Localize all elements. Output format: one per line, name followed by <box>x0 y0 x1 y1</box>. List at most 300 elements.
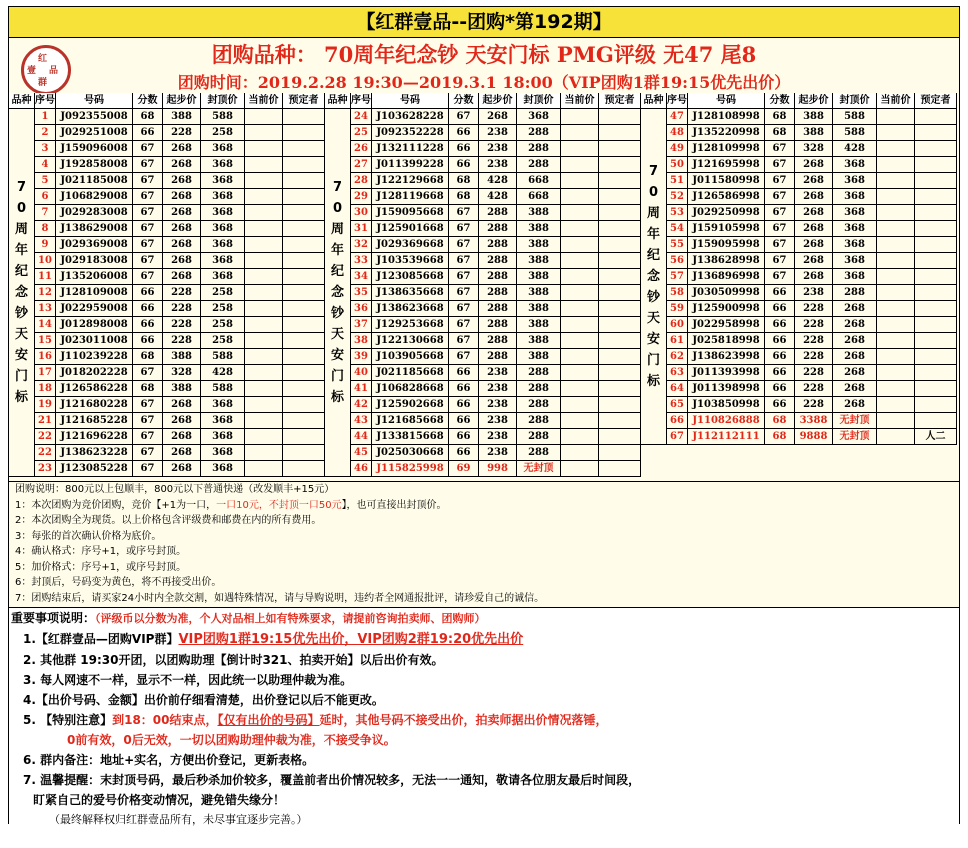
header-col-seq: 序号 <box>35 93 56 109</box>
cell-cap: 368 <box>201 157 245 173</box>
group-buy-time: 团购时间：2019.2.28 19:30—2019.3.1 18:00（VIP团购1群19:15优先出价） <box>177 73 791 92</box>
important-2: 2. 其他群 19:30开团，以团购助理【倒计时321、拍卖开始】以后出价有效。 <box>23 653 444 667</box>
cell-reserved[interactable] <box>599 333 641 349</box>
notes-title: 团购说明：800元以上包顺丰，800元以下普通快递（改发顺丰+15元） <box>15 484 335 495</box>
cell-reserved[interactable] <box>915 413 957 429</box>
cell-reserved[interactable] <box>915 285 957 301</box>
cell-number: J018202228 <box>56 365 133 381</box>
cell-current[interactable] <box>245 413 283 429</box>
cell-reserved[interactable] <box>599 189 641 205</box>
cell-current[interactable] <box>877 269 915 285</box>
cell-start: 268 <box>163 221 201 237</box>
cell-score: 67 <box>449 237 479 253</box>
table-row <box>325 269 641 285</box>
cell-cap: 368 <box>833 205 877 221</box>
cell-current[interactable] <box>245 429 283 445</box>
cell-score: 67 <box>133 157 163 173</box>
cell-reserved[interactable] <box>599 349 641 365</box>
cell-current[interactable] <box>561 253 599 269</box>
cell-cap: 288 <box>517 429 561 445</box>
cell-current[interactable] <box>245 349 283 365</box>
item-text-red: 【仅有出价的号码】 <box>217 713 320 727</box>
table-row <box>641 429 957 445</box>
cell-current[interactable] <box>877 253 915 269</box>
cell-cap: 388 <box>517 253 561 269</box>
cell-current[interactable] <box>245 237 283 253</box>
cell-reserved[interactable] <box>283 381 325 397</box>
important-notes <box>9 607 959 824</box>
table-row <box>641 269 957 285</box>
cell-current[interactable] <box>245 381 283 397</box>
cell-start: 288 <box>479 285 517 301</box>
cell-score: 67 <box>133 397 163 413</box>
cell-current[interactable] <box>561 413 599 429</box>
cell-reserved[interactable] <box>599 445 641 461</box>
cell-score: 68 <box>449 189 479 205</box>
cell-seq: 67 <box>667 429 688 445</box>
cell-number: J021185008 <box>56 173 133 189</box>
cell-current[interactable] <box>245 141 283 157</box>
cell-score: 66 <box>449 381 479 397</box>
cell-current[interactable] <box>877 285 915 301</box>
item-text-red: VIP团购1群19:15优先出价，VIP团购2群19:20优先出价 <box>178 632 524 647</box>
cell-current[interactable] <box>561 317 599 333</box>
cell-current[interactable] <box>245 285 283 301</box>
cell-reserved[interactable] <box>283 253 325 269</box>
cell-current[interactable] <box>561 141 599 157</box>
cell-start: 228 <box>163 333 201 349</box>
cell-current[interactable] <box>245 445 283 461</box>
cell-current[interactable] <box>877 333 915 349</box>
cell-cap: 588 <box>833 125 877 141</box>
cell-reserved[interactable] <box>599 317 641 333</box>
cell-reserved[interactable] <box>599 237 641 253</box>
cell-score: 66 <box>765 285 795 301</box>
listing-table-3 <box>641 93 957 445</box>
cell-score: 68 <box>133 109 163 125</box>
cell-seq: 53 <box>667 205 688 221</box>
cell-cap: 368 <box>833 221 877 237</box>
cell-reserved[interactable] <box>599 253 641 269</box>
listing-table-1 <box>9 93 325 477</box>
cell-start: 288 <box>479 333 517 349</box>
cell-seq: 7 <box>35 205 56 221</box>
cell-current[interactable] <box>561 173 599 189</box>
cell-reserved[interactable] <box>915 349 957 365</box>
cell-current[interactable] <box>877 317 915 333</box>
cell-current[interactable] <box>561 429 599 445</box>
cell-start: 3388 <box>795 413 833 429</box>
cell-start: 268 <box>795 221 833 237</box>
cell-score: 67 <box>765 237 795 253</box>
cell-cap: 268 <box>833 333 877 349</box>
table-row <box>325 461 641 477</box>
cell-current[interactable] <box>877 365 915 381</box>
cell-current[interactable] <box>877 125 915 141</box>
cell-current[interactable] <box>877 429 915 445</box>
cell-reserved[interactable] <box>915 141 957 157</box>
table-row <box>9 445 325 461</box>
cell-cap: 368 <box>833 189 877 205</box>
cell-reserved[interactable] <box>283 333 325 349</box>
cell-reserved[interactable] <box>283 445 325 461</box>
cell-reserved[interactable] <box>283 221 325 237</box>
cell-current[interactable] <box>561 269 599 285</box>
cell-reserved[interactable] <box>599 173 641 189</box>
cell-number: J011399228 <box>372 157 449 173</box>
cell-reserved[interactable] <box>283 429 325 445</box>
cell-start: 388 <box>163 109 201 125</box>
cell-current[interactable] <box>245 269 283 285</box>
important-3: 3. 每人网速不一样，显示不一样，因此统一以助理仲裁为准。 <box>23 673 353 687</box>
table-row <box>9 365 325 381</box>
cell-current[interactable] <box>561 349 599 365</box>
note-text: 】，也可直接出封顶价。 <box>341 499 447 511</box>
cell-reserved[interactable] <box>915 173 957 189</box>
cell-current[interactable] <box>877 349 915 365</box>
cell-current[interactable] <box>877 301 915 317</box>
cell-current[interactable] <box>561 109 599 125</box>
cell-start: 9888 <box>795 429 833 445</box>
header-col-product: 品种 <box>325 93 351 109</box>
cell-number: J192858008 <box>56 157 133 173</box>
cell-score: 67 <box>449 349 479 365</box>
cell-number: J103628228 <box>372 109 449 125</box>
cell-current[interactable] <box>877 173 915 189</box>
cell-reserved[interactable] <box>599 141 641 157</box>
table-row <box>325 189 641 205</box>
cell-reserved[interactable] <box>283 413 325 429</box>
cell-current[interactable] <box>561 237 599 253</box>
cell-start: 268 <box>163 205 201 221</box>
table-row <box>325 301 641 317</box>
cell-reserved[interactable] <box>599 381 641 397</box>
cell-current[interactable] <box>245 253 283 269</box>
cell-cap: 588 <box>201 349 245 365</box>
cell-start: 288 <box>479 349 517 365</box>
cell-cap: 368 <box>201 413 245 429</box>
cell-reserved[interactable] <box>283 141 325 157</box>
cell-seq: 35 <box>351 285 372 301</box>
cell-start: 228 <box>795 365 833 381</box>
cell-seq: 66 <box>667 413 688 429</box>
table-row <box>9 109 325 125</box>
cell-number: J121685668 <box>372 413 449 429</box>
header-col-product: 品种 <box>9 93 35 109</box>
cell-seq: 28 <box>351 173 372 189</box>
cell-reserved[interactable] <box>915 109 957 125</box>
cell-current[interactable] <box>245 461 283 477</box>
cell-current[interactable] <box>561 189 599 205</box>
cell-start: 388 <box>795 109 833 125</box>
cell-cap: 258 <box>201 301 245 317</box>
cell-start: 268 <box>163 269 201 285</box>
cell-number: J138623998 <box>688 349 765 365</box>
cell-reserved[interactable] <box>283 205 325 221</box>
cell-seq: 43 <box>351 413 372 429</box>
header-col-reserved: 预定者 <box>915 93 957 109</box>
cell-number: J030509998 <box>688 285 765 301</box>
cell-start: 228 <box>163 317 201 333</box>
cell-score: 67 <box>133 413 163 429</box>
cell-reserved[interactable] <box>599 205 641 221</box>
cell-current[interactable] <box>245 125 283 141</box>
cell-score: 67 <box>133 237 163 253</box>
cell-seq: 31 <box>351 221 372 237</box>
cell-current[interactable] <box>561 333 599 349</box>
cell-number: J029369008 <box>56 237 133 253</box>
cell-start: 268 <box>163 445 201 461</box>
cell-current[interactable] <box>245 189 283 205</box>
cell-reserved[interactable] <box>283 365 325 381</box>
product-title: 团购品种： 70周年纪念钞 天安门标 PMG评级 无47 尾8 <box>211 42 757 67</box>
cell-current[interactable] <box>561 461 599 477</box>
cell-current[interactable] <box>561 157 599 173</box>
cell-current[interactable] <box>245 173 283 189</box>
cell-reserved[interactable] <box>283 173 325 189</box>
cell-reserved[interactable] <box>915 269 957 285</box>
table-row <box>641 141 957 157</box>
cell-score: 66 <box>133 285 163 301</box>
cell-number: J025818998 <box>688 333 765 349</box>
cell-reserved[interactable] <box>599 301 641 317</box>
cell-current[interactable] <box>877 109 915 125</box>
table-row <box>325 317 641 333</box>
cell-reserved[interactable] <box>599 413 641 429</box>
cell-score: 67 <box>133 221 163 237</box>
cell-reserved[interactable] <box>283 349 325 365</box>
cell-seq: 29 <box>351 189 372 205</box>
cell-current[interactable] <box>561 301 599 317</box>
cell-seq: 25 <box>351 125 372 141</box>
table-row <box>641 189 957 205</box>
cell-current[interactable] <box>245 365 283 381</box>
cell-reserved[interactable] <box>283 237 325 253</box>
cell-reserved[interactable] <box>283 301 325 317</box>
cell-score: 67 <box>449 109 479 125</box>
cell-reserved[interactable] <box>599 157 641 173</box>
cell-seq: 60 <box>667 317 688 333</box>
cell-reserved[interactable] <box>915 157 957 173</box>
cell-number: J128108998 <box>688 109 765 125</box>
important-7: 7. 温馨提醒：末封顶号码，最后秒杀加价较多，覆盖前者出价情况较多，无法一一通知，敬请各位朋友最后时间段， <box>23 773 641 787</box>
cell-current[interactable] <box>561 397 599 413</box>
cell-current[interactable] <box>561 285 599 301</box>
cell-reserved[interactable] <box>915 189 957 205</box>
cell-number: J125900998 <box>688 301 765 317</box>
table-row <box>9 157 325 173</box>
cell-current[interactable] <box>561 445 599 461</box>
table-row <box>9 269 325 285</box>
cell-score: 67 <box>765 253 795 269</box>
cell-reserved[interactable] <box>915 365 957 381</box>
cell-seq: 22 <box>35 429 56 445</box>
cell-reserved[interactable] <box>915 237 957 253</box>
cell-reserved[interactable] <box>283 317 325 333</box>
cell-current[interactable] <box>245 317 283 333</box>
header-col-cap: 封顶价 <box>517 93 561 109</box>
cell-reserved[interactable] <box>283 125 325 141</box>
cell-number: J135206008 <box>56 269 133 285</box>
cell-reserved[interactable] <box>283 269 325 285</box>
note-6: 6：封顶后，号码变为黄色，将不再接受出价。 <box>15 577 222 588</box>
cell-current[interactable] <box>245 205 283 221</box>
table-row <box>9 221 325 237</box>
cell-seq: 58 <box>667 285 688 301</box>
cell-reserved[interactable] <box>915 317 957 333</box>
cell-reserved[interactable] <box>915 381 957 397</box>
cell-score: 66 <box>765 381 795 397</box>
table-row <box>9 141 325 157</box>
cell-number: J106828668 <box>372 381 449 397</box>
cell-reserved[interactable] <box>599 461 641 477</box>
cell-current[interactable] <box>245 157 283 173</box>
cell-current[interactable] <box>877 397 915 413</box>
table-header <box>325 93 641 109</box>
cell-reserved[interactable] <box>283 285 325 301</box>
table-row <box>9 317 325 333</box>
cell-reserved[interactable] <box>599 221 641 237</box>
cell-reserved[interactable] <box>915 253 957 269</box>
cell-current[interactable] <box>561 381 599 397</box>
cell-cap: 368 <box>201 461 245 477</box>
table-row <box>641 125 957 141</box>
cell-number: J092355008 <box>56 109 133 125</box>
cell-score: 67 <box>449 285 479 301</box>
cell-reserved[interactable] <box>599 269 641 285</box>
cell-cap: 388 <box>517 205 561 221</box>
cell-cap: 368 <box>201 445 245 461</box>
table-row <box>325 109 641 125</box>
cell-number: J128109998 <box>688 141 765 157</box>
cell-reserved[interactable] <box>915 333 957 349</box>
product-label: 7 0 周 年 纪 念 钞 天 安 门 标 <box>9 109 35 477</box>
table-row <box>641 253 957 269</box>
cell-reserved[interactable] <box>599 365 641 381</box>
cell-seq: 37 <box>351 317 372 333</box>
cell-reserved[interactable] <box>283 157 325 173</box>
important-1 <box>9 629 959 650</box>
cell-seq: 49 <box>667 141 688 157</box>
cell-seq: 6 <box>35 189 56 205</box>
cell-start: 288 <box>479 301 517 317</box>
cell-cap: 无封顶 <box>517 461 561 477</box>
cell-reserved[interactable] <box>915 205 957 221</box>
cell-start: 328 <box>795 141 833 157</box>
header-col-score: 分数 <box>449 93 479 109</box>
cell-number: J159095668 <box>372 205 449 221</box>
cell-seq: 12 <box>35 285 56 301</box>
cell-score: 67 <box>765 221 795 237</box>
cell-cap: 368 <box>201 221 245 237</box>
cell-start: 238 <box>479 429 517 445</box>
cell-number: J126586998 <box>688 189 765 205</box>
cell-reserved[interactable] <box>915 125 957 141</box>
cell-start: 238 <box>479 381 517 397</box>
cell-number: J025030668 <box>372 445 449 461</box>
cell-seq: 61 <box>667 333 688 349</box>
cell-current[interactable] <box>561 125 599 141</box>
cell-start: 268 <box>795 269 833 285</box>
table-row <box>641 381 957 397</box>
cell-start: 268 <box>163 253 201 269</box>
cell-current[interactable] <box>877 205 915 221</box>
cell-seq: 3 <box>35 141 56 157</box>
cell-reserved[interactable] <box>915 221 957 237</box>
cell-number: J121696228 <box>56 429 133 445</box>
important-6: 6. 群内备注：地址+实名，方便出价登记，更新表格。 <box>23 753 315 767</box>
cell-start: 998 <box>479 461 517 477</box>
cell-cap: 288 <box>833 285 877 301</box>
cell-number: J112112111 <box>688 429 765 445</box>
cell-current[interactable] <box>245 397 283 413</box>
table-row <box>9 189 325 205</box>
cell-current[interactable] <box>561 221 599 237</box>
cell-number: J103539668 <box>372 253 449 269</box>
cell-start: 288 <box>479 205 517 221</box>
cell-current[interactable] <box>877 157 915 173</box>
cell-current[interactable] <box>877 237 915 253</box>
cell-reserved[interactable] <box>599 429 641 445</box>
cell-cap: 368 <box>201 189 245 205</box>
cell-current[interactable] <box>877 141 915 157</box>
cell-reserved[interactable]: 人二 <box>915 429 957 445</box>
cell-cap: 388 <box>517 237 561 253</box>
cell-current[interactable] <box>877 189 915 205</box>
cell-current[interactable] <box>245 221 283 237</box>
cell-number: J021185668 <box>372 365 449 381</box>
cell-current[interactable] <box>245 301 283 317</box>
cell-reserved[interactable] <box>915 397 957 413</box>
table-row <box>9 301 325 317</box>
cell-score: 68 <box>765 429 795 445</box>
cell-start: 428 <box>479 173 517 189</box>
cell-score: 66 <box>765 349 795 365</box>
table-header <box>641 93 957 109</box>
cell-cap: 368 <box>201 429 245 445</box>
cell-reserved[interactable] <box>283 109 325 125</box>
cell-reserved[interactable] <box>599 109 641 125</box>
cell-current[interactable] <box>245 333 283 349</box>
table-row <box>9 397 325 413</box>
cell-current[interactable] <box>561 205 599 221</box>
table-row <box>9 381 325 397</box>
cell-reserved[interactable] <box>599 397 641 413</box>
cell-reserved[interactable] <box>283 189 325 205</box>
cell-reserved[interactable] <box>283 461 325 477</box>
listing-table-2 <box>325 93 641 477</box>
cell-current[interactable] <box>561 365 599 381</box>
cell-reserved[interactable] <box>283 397 325 413</box>
cell-current[interactable] <box>877 221 915 237</box>
table-row <box>9 253 325 269</box>
cell-current[interactable] <box>877 381 915 397</box>
cell-number: J129253668 <box>372 317 449 333</box>
cell-reserved[interactable] <box>915 301 957 317</box>
cell-current[interactable] <box>877 413 915 429</box>
cell-cap: 388 <box>517 317 561 333</box>
cell-reserved[interactable] <box>599 125 641 141</box>
cell-number: J022958998 <box>688 317 765 333</box>
cell-reserved[interactable] <box>599 285 641 301</box>
cell-current[interactable] <box>245 109 283 125</box>
purchase-notes <box>9 481 959 606</box>
cell-number: J029250998 <box>688 205 765 221</box>
cell-number: J011398998 <box>688 381 765 397</box>
cell-score: 67 <box>133 461 163 477</box>
cell-score: 67 <box>133 189 163 205</box>
cell-seq: 41 <box>351 381 372 397</box>
